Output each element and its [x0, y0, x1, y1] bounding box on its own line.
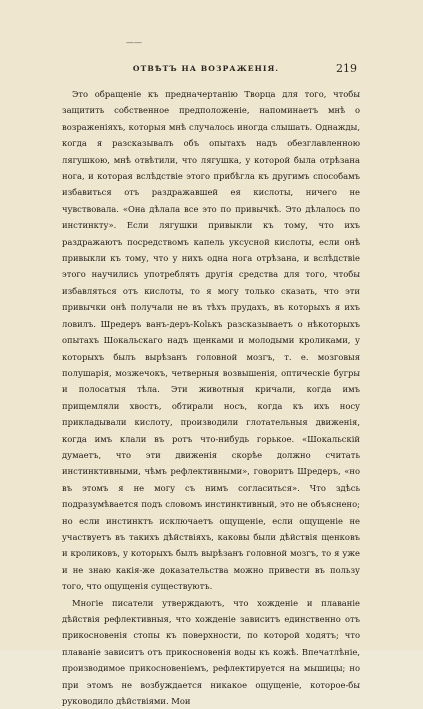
body-text — [62, 86, 360, 709]
page-number: 219 — [336, 62, 357, 75]
paragraph: Многіе писатели утверждаютъ, что хожденіе и плаваніе дѣйствія рефлективныя, что хожденіе зависитъ единственно отъ прикосновенія стопы къ поверхности, по которой ходятъ; что плаваніе зависитъ отъ прикосновенія воды къ кожѣ. Впечатлѣніе, производимое прикосновеніемъ, рефлектируется на мышицы; но при этомъ не возбуждается никакое ощущеніе, которое-бы руководило дѣйствіями. Мои — [62, 597, 360, 707]
paragraph: Это обращеніе къ предначертанію Творца для того, чтобы защитить собственное предположеніе, напоминаетъ мнѣ о возраженіяхъ, которыя мнѣ случалось иногда слышать. Однажды, когда я разсказывалъ объ опытахъ надъ обезглавленною лягушкою, мнѣ отвѣтили, что лягушка, у которой была отрѣзана нога, и которая вслѣдствіе этого прибѣгла къ другимъ способамъ избавиться отъ раздражавшей ея кислоты, ничего не чувствовала. «Она дѣлала все это по привычкѣ. Это дѣлалось по инстинкту». Если лягушки привыкли къ тому, что ихъ раздражаютъ посредствомъ капель уксусной кислоты, если онѣ привыкли къ тому, что у нихъ одна нога отрѣзана, и вслѣдствіе этого научились употреблять другія средства для того, чтобы избавляться отъ кислоты, то я могу только сказать, что эти привычки онѣ получали не въ тѣхъ прудахъ, въ которыхъ я ихъ ловилъ. Шредеръ ванъ-деръ-Кolькъ разсказываетъ о нѣкоторыхъ опытахъ Шокальскаго надъ щенками и молодыми кроликами, у которыхъ былъ вырѣзанъ головной мозгъ, т. е. мозговыя полушарія, мозжечокъ, четверныя возвышенія, оптическіе бугры и полосатыя тѣла. Эти животныя кричали, когда имъ прищемляли хвостъ, обтирали носъ, когда къ ихъ носу прикладывали кислоту, производили глотательныя движенія, когда имъ клали въ ротъ что-нибудь горькое. «Шокальскій думаетъ, что эти движенія скорѣе должно считать инстинктивными, чѣмъ рефлективными», говоритъ Шредеръ, «но въ этомъ я не могу съ нимъ согласиться». Что здѣсь подразумѣвается подъ словомъ инстинктивный, это не объяснено; но если инстинктъ исключаетъ ощущеніе, если ощущеніе не участвуетъ въ такихъ дѣйствіяхъ, каковы были дѣйствія щенковъ и кроликовъ, у которыхъ былъ вырѣзанъ головной мозгъ, то я уже и не знаю какія-же доказательства можно привести въ пользу того, что ощущенія существуютъ. — [62, 89, 360, 592]
page-header — [55, 62, 357, 76]
running-head: ОТВѢТЪ НА ВОЗРАЖЕНІЯ. — [132, 64, 280, 73]
corner-mark: —— — [126, 38, 142, 47]
